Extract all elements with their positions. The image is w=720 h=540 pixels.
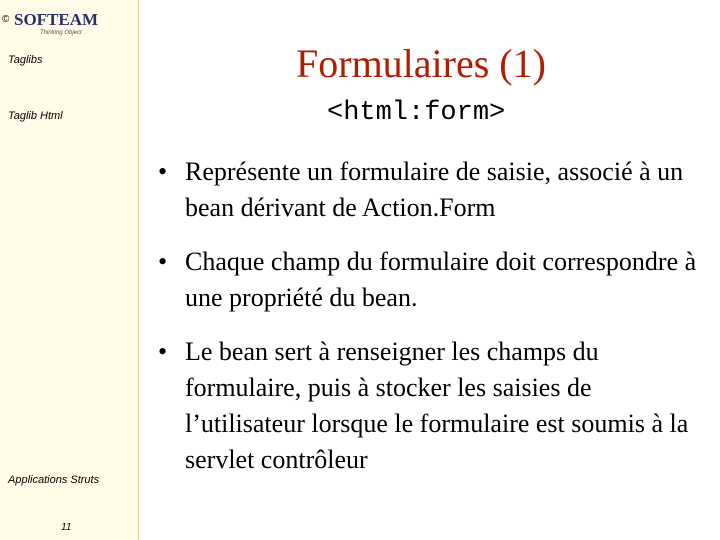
- bullet-item: [158, 154, 708, 226]
- section-label: Taglibs: [8, 54, 43, 66]
- bullet-icon: •: [158, 157, 168, 186]
- logo-tagline: Thinking Object: [40, 30, 82, 36]
- page-number: 11: [61, 522, 72, 533]
- bullet-item: [158, 244, 708, 316]
- course-label: Applications Struts: [8, 474, 100, 486]
- bullet-list: [158, 154, 708, 496]
- bullet-icon: •: [158, 247, 168, 276]
- logo-brand-text: SOFTEAM: [14, 10, 99, 29]
- slide-subtitle: <html:form>: [327, 98, 506, 128]
- copyright-symbol: ©: [2, 14, 10, 25]
- sidebar: [0, 0, 139, 540]
- bullet-text: Chaque champ du formulaire doit correspondre à une propriété du bean.: [185, 247, 697, 312]
- bullet-text: Le bean sert à renseigner les champs du formulaire, puis à stocker les saisies de l’utilisateur lorsque le formulaire est soumis à la servlet contrôleur: [185, 337, 689, 474]
- softeam-logo: [2, 8, 98, 40]
- bullet-item: [158, 334, 708, 478]
- subsection-label: Taglib Html: [8, 110, 63, 122]
- bullet-text: Représente un formulaire de saisie, associé à un bean dérivant de Action.Form: [185, 157, 684, 222]
- slide-title: Formulaires (1): [296, 41, 546, 86]
- bullet-icon: •: [158, 337, 168, 366]
